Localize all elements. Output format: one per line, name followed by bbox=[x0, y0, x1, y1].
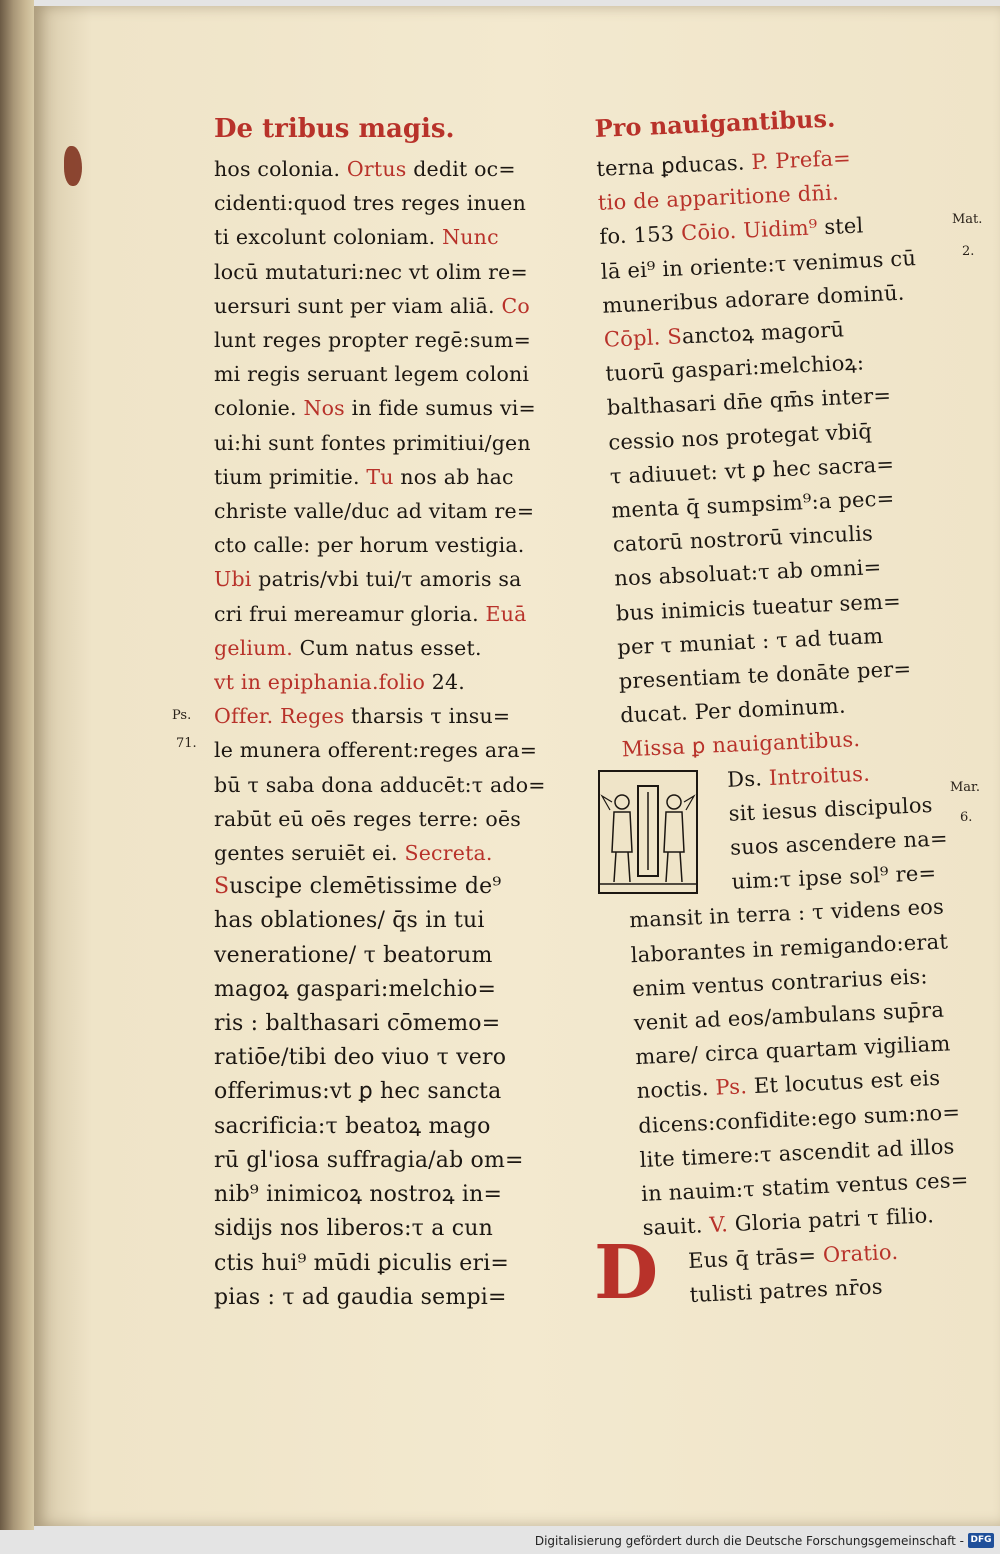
left-text-line: nib⁹ inimicoꝝ nostroꝝ in= bbox=[214, 1182, 503, 1208]
dfg-logo: DFG bbox=[968, 1533, 994, 1548]
left-text-line: ris : balthasari cōmemo= bbox=[214, 1011, 501, 1037]
right-text-line: sauit. V. Gloria patri τ filio. bbox=[642, 1203, 935, 1241]
right-text-line: nos absoluat:τ ab omni= bbox=[613, 555, 882, 591]
left-text-line: colonie. Nos in fide sumus vi= bbox=[214, 396, 536, 421]
right-text-line: in nauim:τ statim ventus ces= bbox=[640, 1167, 970, 1207]
right-text-block bbox=[596, 137, 996, 1314]
right-text-line: noctis. Ps. Et locutus est eis bbox=[636, 1066, 941, 1104]
margin-note-mat-2: 2. bbox=[962, 244, 975, 259]
left-text-line: ratiōe/tibi deo viuo τ vero bbox=[214, 1045, 507, 1071]
footer-bar bbox=[0, 1530, 1000, 1554]
left-text-line: offerimus:vt ꝑ hec sancta bbox=[214, 1079, 502, 1105]
left-text-line: rabūt eū oēs reges terre: oēs bbox=[214, 806, 522, 831]
left-text-line: Suscipe clemētissime de⁹ bbox=[214, 874, 502, 900]
right-text-line: Missa ꝑ nauigantibus. bbox=[621, 727, 861, 762]
funding-credit: Digitalisierung gefördert durch die Deutsche Forschungsgemeinschaft - bbox=[534, 1534, 964, 1548]
right-column bbox=[594, 97, 996, 1314]
left-text-line: sidijs nos liberos:τ a cun bbox=[214, 1216, 494, 1242]
left-text-line: tium primitie. Tu nos ab hac bbox=[214, 464, 514, 489]
right-text-line: cessio nos protegat vbiq̄ bbox=[607, 418, 873, 455]
right-text-line: suos ascendere na= bbox=[729, 826, 949, 860]
right-text-line: dicens:confidite:ego sum:no= bbox=[637, 1099, 961, 1138]
woodcut-angels-image bbox=[598, 770, 698, 894]
left-text-line: has oblationes/ q̄s in tui bbox=[214, 908, 485, 934]
left-column bbox=[214, 112, 579, 1315]
right-text-line: sit iesus discipulos bbox=[728, 792, 934, 826]
left-running-head: De tribus magis. bbox=[214, 114, 455, 144]
left-text-line: christe valle/duc ad vitam re= bbox=[214, 499, 535, 524]
margin-note-mar-6: 6. bbox=[960, 810, 973, 825]
right-text-line: per τ muniat : τ ad tuam bbox=[616, 623, 884, 660]
right-running-head: Pro nauigantibus. bbox=[594, 103, 836, 143]
book-page-edges bbox=[0, 0, 34, 1530]
right-text-line: muneribus adorare dominū. bbox=[601, 280, 906, 318]
right-text-line: balthasari dn̄e qm̄s inter= bbox=[606, 383, 892, 421]
right-text-line: bus inimicis tueatur sem= bbox=[615, 588, 902, 626]
drop-capital: D bbox=[594, 1230, 659, 1316]
ink-stain bbox=[64, 146, 82, 186]
left-text-line: sacrificia:τ beatoꝝ mago bbox=[214, 1113, 491, 1139]
left-text-line: ui:hi sunt fontes primitiui/gen bbox=[214, 430, 531, 455]
right-text-line: Eus q̄ trās= Oratio. bbox=[687, 1239, 899, 1273]
margin-note-mat: Mat. bbox=[952, 212, 983, 227]
left-text-line: vt in epiphania.folio 24. bbox=[214, 670, 465, 695]
left-text-line: le munera offerent:reges ara= bbox=[214, 738, 538, 763]
right-text-line: mare/ circa quartam vigiliam bbox=[634, 1031, 951, 1070]
left-text-line: locū mutaturi:nec vt olim re= bbox=[214, 259, 528, 284]
right-text-line: laborantes in remigando:erat bbox=[630, 929, 949, 967]
left-text-line: bū τ saba dona adducēt:τ ado= bbox=[214, 772, 546, 797]
right-text-line: lā ei⁹ in oriente:τ venimus cū bbox=[600, 245, 917, 284]
left-text-line: ti excolunt coloniam. Nunc bbox=[214, 225, 499, 250]
left-text-line: pias : τ ad gaudia sempi= bbox=[214, 1284, 507, 1310]
left-text-line: uersuri sunt per viam aliā. Co bbox=[214, 293, 530, 318]
right-text-line: lite timere:τ ascendit ad illos bbox=[639, 1134, 955, 1172]
left-text-line: cri frui mereamur gloria. Euā bbox=[214, 601, 527, 626]
right-text-line: catorū nostrorū vinculis bbox=[612, 521, 874, 557]
left-text-line: mi regis seruant legem coloni bbox=[214, 362, 530, 387]
left-text-line: gelium. Cum natus esset. bbox=[214, 635, 482, 660]
left-text-line: cidenti:quod tres reges inuen bbox=[214, 191, 527, 216]
left-text-line: lunt reges propter regē:sum= bbox=[214, 328, 532, 353]
left-text-line: cto calle: per horum vestigia. bbox=[214, 533, 525, 558]
left-text-line: ctis hui⁹ mūdi ꝑiculis eri= bbox=[214, 1250, 510, 1276]
margin-note-ps: Ps. bbox=[172, 708, 192, 723]
right-text-line: uim:τ ipse sol⁹ re= bbox=[731, 861, 937, 894]
left-text-line: magoꝝ gaspari:melchio= bbox=[214, 976, 497, 1002]
left-text-line: Offer. Reges tharsis τ insu= bbox=[214, 704, 511, 729]
right-text-line: tuorū gaspari:melchioꝝ: bbox=[604, 350, 865, 386]
left-text-line: rū gl'iosa suffragia/ab om= bbox=[214, 1147, 524, 1173]
left-text-line: gentes seruiēt ei. Secreta. bbox=[214, 841, 493, 866]
right-text-line: fo. 153 Cōio. Uidim⁹ stel bbox=[598, 213, 864, 250]
margin-note-71: 71. bbox=[176, 736, 197, 751]
left-text-block bbox=[214, 152, 579, 1315]
right-text-line: menta q̄ sumpsim⁹:a pec= bbox=[610, 486, 895, 523]
right-text-line: Cōpl. Sanctoꝝ magorū bbox=[603, 317, 845, 352]
right-text-line: venit ad eos/ambulans sup̄ra bbox=[633, 997, 945, 1036]
right-text-line: tulisti patres nr̄os bbox=[689, 1274, 884, 1307]
right-text-line: Ds. Introitus. bbox=[726, 761, 871, 792]
right-text-line: ducat. Per dominum. bbox=[619, 693, 847, 728]
right-text-line: τ adiuuet: vt ꝑ hec sacra= bbox=[609, 452, 895, 489]
right-text-line: tio de apparitione dn̄i. bbox=[597, 180, 840, 216]
left-text-line: hos colonia. Ortus dedit oc= bbox=[214, 157, 516, 181]
right-text-line: presentiam te donāte per= bbox=[618, 656, 912, 694]
left-text-line: veneratione/ τ beatorum bbox=[214, 942, 493, 968]
right-text-line: enim ventus contrarius eis: bbox=[631, 964, 929, 1002]
left-text-line: Ubi patris/vbi tui/τ amoris sa bbox=[214, 567, 522, 592]
right-text-line: mansit in terra : τ videns eos bbox=[628, 894, 945, 933]
margin-note-mar: Mar. bbox=[950, 780, 980, 795]
right-text-line: terna ꝑducas. P. Prefa= bbox=[595, 145, 852, 181]
